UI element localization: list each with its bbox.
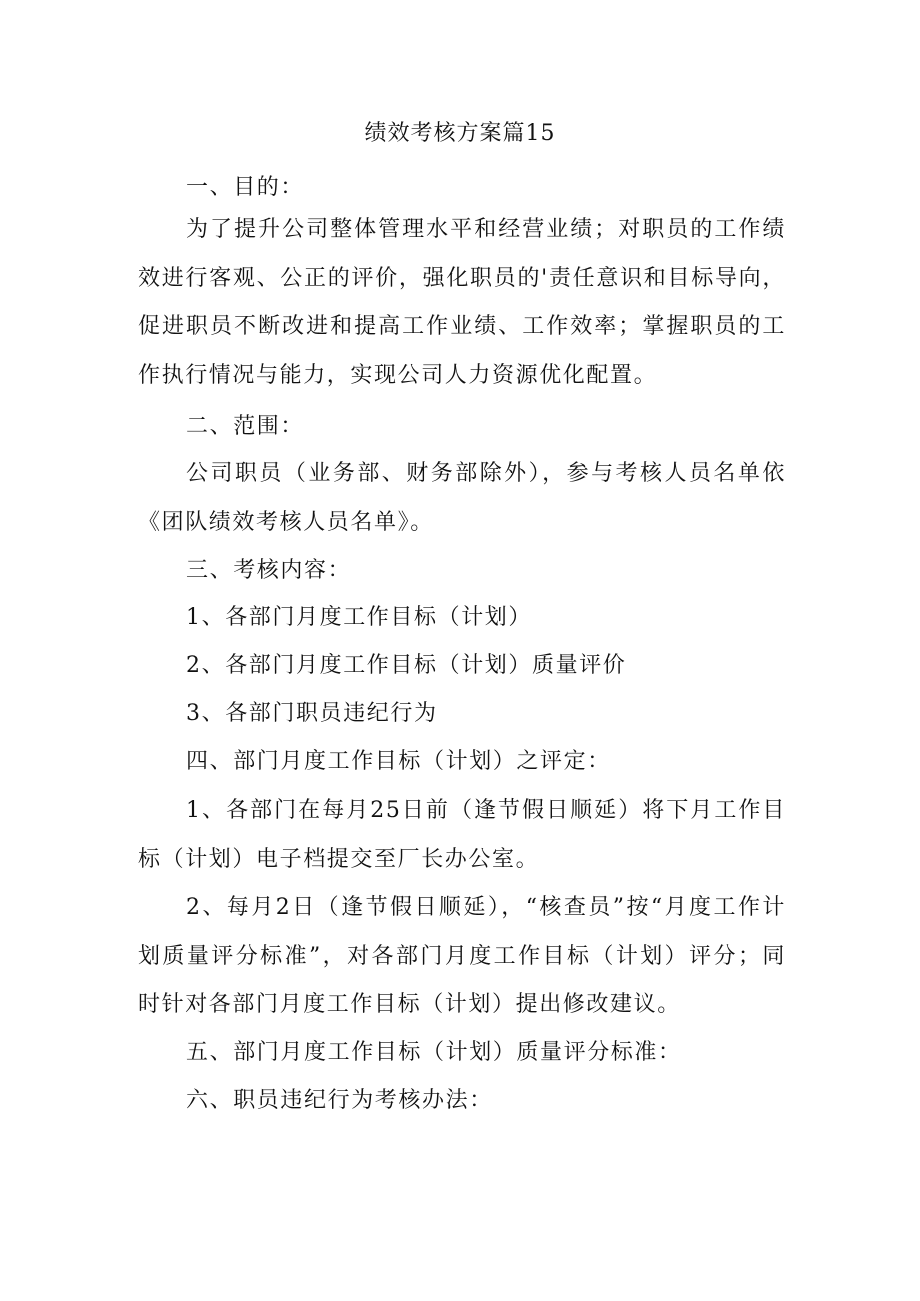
heading-content: 三、考核内容： [186,558,352,583]
paragraph-purpose-body: 为了提升公司整体管理水平和经营业绩；对职员的工作绩效进行客观、公正的评价，强化职员的'责任意识和目标导向，促进职员不断改进和提高工作业绩、工作效率；掌握职员的工作执行情况与能力，实现公司人力资源优化配置。 [138,217,786,388]
heading-purpose: 一、目的： [186,175,305,200]
list-item: 3、各部门职员违纪行为 [186,701,438,726]
list-item: 1、各部门月度工作目标（计划） [186,605,532,630]
heading-evaluation: 四、部门月度工作目标（计划）之评定： [186,749,611,774]
heading-violation-assessment: 六、职员违纪行为考核办法： [186,1088,493,1113]
page-title: 绩效考核方案篇15 [364,121,556,146]
heading-quality-standard: 五、部门月度工作目标（计划）质量评分标准： [186,1040,682,1065]
heading-scope: 二、范围： [186,414,305,439]
list-item: 2、各部门月度工作目标（计划）质量评价 [186,653,627,678]
paragraph-scope-body: 公司职员（业务部、财务部除外），参与考核人员名单依《团队绩效考核人员名单》。 [138,461,786,535]
paragraph-evaluation-2: 2、每月2日（逢节假日顺延），“核查员”按“月度工作计划质量评分标准”，对各部门月度工作目标（计划）评分；同时针对各部门月度工作目标（计划）提出修改建议。 [138,895,786,1017]
paragraph-evaluation-1: 1、各部门在每月25日前（逢节假日顺延）将下月工作目标（计划）电子档提交至厂长办公室。 [138,798,786,872]
